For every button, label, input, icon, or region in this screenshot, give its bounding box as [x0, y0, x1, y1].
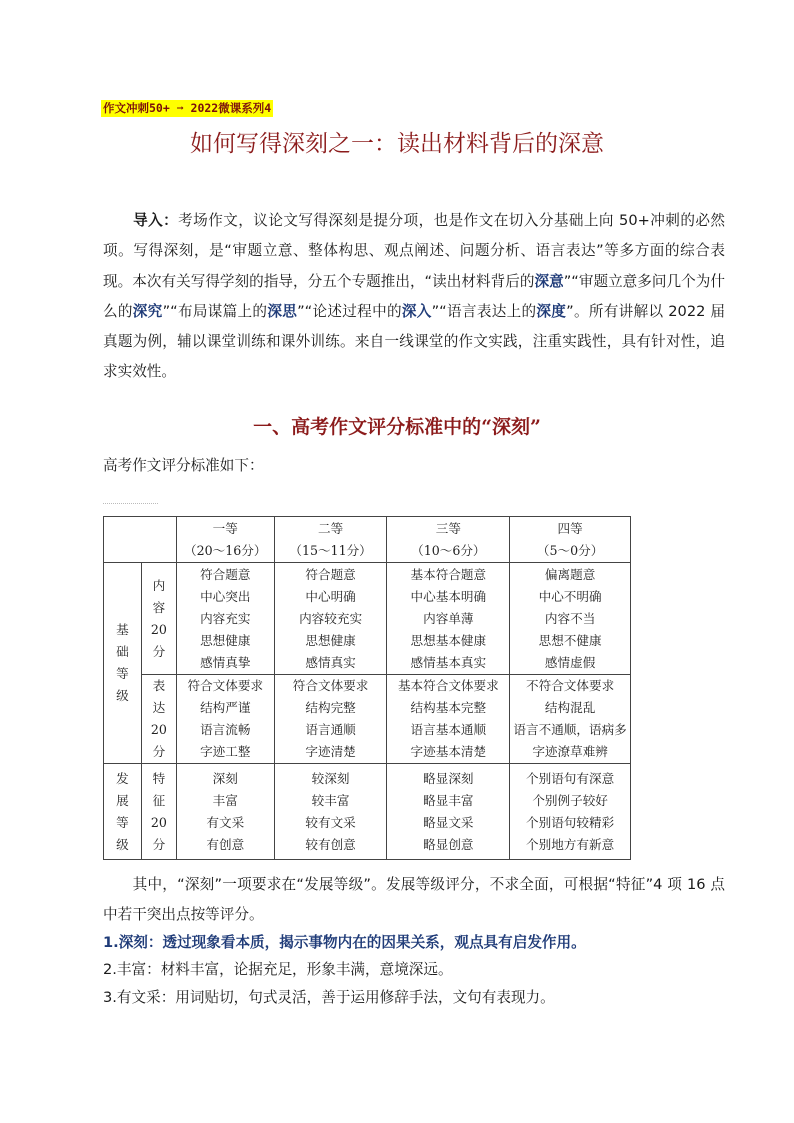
table-intro: 高考作文评分标准如下： — [103, 457, 264, 474]
section-heading: 一、高考作文评分标准中的“深刻” — [253, 416, 541, 438]
table-header-row — [104, 517, 631, 563]
feature-row — [104, 764, 631, 860]
intro-lead: 导入： — [133, 212, 179, 229]
criteria-cell: 略显深刻 略显丰富 略显文采 略显创意 — [387, 764, 510, 860]
grade-header: 四等 （5～0分） — [510, 517, 631, 563]
criteria-cell: 偏离题意 中心不明确 内容不当 思想不健康 感情虚假 — [510, 563, 631, 675]
table-scan-edge — [103, 503, 158, 512]
criteria-cell: 基本符合题意 中心基本明确 内容单薄 思想基本健康 感情基本真实 — [387, 563, 510, 675]
table-corner-cell — [104, 517, 177, 563]
intro-text: ”“布局谋篇上的 — [162, 302, 268, 320]
grade-header: 二等 （15～11分） — [274, 517, 387, 563]
intro-text: ”。所有讲解以 2022 届真题为例，辅以课堂训练和课外训练。来自一线课堂的作文实践，注重实践性，具有针对性，追求实效性。 — [103, 302, 725, 381]
grade-header: 三等 （10～6分） — [387, 517, 510, 563]
note-item-deep: 1.深刻：透过现象看本质，揭示事物内在的因果关系，观点具有启发作用。 — [103, 934, 586, 951]
intro-text: ”“审题立意多问几个为什么的 — [103, 272, 725, 320]
criteria-cell: 深刻 丰富 有文采 有创意 — [176, 764, 274, 860]
explain-paragraph: 其中，“深刻”一项要求在“发展等级”。发展等级评分，不求全面，可根据“特征”4 项 16 点中若干突出点按等评分。 — [103, 876, 725, 923]
content-row — [104, 563, 631, 675]
grade-header: 一等 （20～16分） — [176, 517, 274, 563]
intro-text: ”“语言表达上的 — [431, 302, 537, 320]
development-level-label: 发 展 等 级 — [104, 764, 142, 860]
keyword: 深思 — [267, 302, 298, 320]
intro-text: 考场作文，议论文写得深刻是提分项，也是作文在切入分基础上向 50+冲刺的必然项。写得深刻，是“审题立意、整体构思、观点阐述、问题分析、语言表达”等多方面的综合表现。本次有关写得学刻的指导，分五个专题推出，“读出材料背后的 — [103, 212, 725, 290]
scoring-criteria-table — [103, 516, 631, 860]
keyword: 深究 — [132, 302, 163, 320]
criteria-cell: 较深刻 较丰富 较有文采 较有创意 — [274, 764, 387, 860]
expression-row — [104, 675, 631, 764]
expression-label: 表 达 20 分 — [141, 675, 176, 764]
criteria-cell: 个别语句有深意 个别例子较好 个别语句较精彩 个别地方有新意 — [510, 764, 631, 860]
criteria-cell: 符合题意 中心突出 内容充实 思想健康 感情真挚 — [176, 563, 274, 675]
criteria-cell: 符合题意 中心明确 内容较充实 思想健康 感情真实 — [274, 563, 387, 675]
keyword: 深度 — [536, 302, 567, 320]
feature-label: 特 征 20 分 — [141, 764, 176, 860]
note-item-literary: 3.有文采：用词贴切，句式灵活，善于运用修辞手法，文句有表现力。 — [103, 989, 555, 1006]
criteria-cell: 符合文体要求 结构严谨 语言流畅 字迹工整 — [176, 675, 274, 764]
keyword: 深意 — [534, 272, 564, 290]
keyword: 深入 — [401, 302, 432, 320]
criteria-cell: 不符合文体要求 结构混乱 语言不通顺，语病多 字迹潦草难辨 — [510, 675, 631, 764]
criteria-cell: 符合文体要求 结构完整 语言通顺 字迹清楚 — [274, 675, 387, 764]
note-item-rich: 2.丰富：材料丰富，论据充足，形象丰满，意境深远。 — [103, 961, 453, 978]
content-label: 内 容 20 分 — [141, 563, 176, 675]
page-title: 如何写得深刻之一：读出材料背后的深意 — [190, 131, 604, 157]
series-tag: 作文冲刺50+ ➞ 2022微课系列4 — [103, 101, 272, 115]
intro-paragraph — [103, 206, 725, 388]
basic-level-label: 基 础 等 级 — [104, 563, 142, 764]
criteria-cell: 基本符合文体要求 结构基本完整 语言基本通顺 字迹基本清楚 — [387, 675, 510, 764]
intro-text: ”“论述过程中的 — [297, 302, 402, 320]
